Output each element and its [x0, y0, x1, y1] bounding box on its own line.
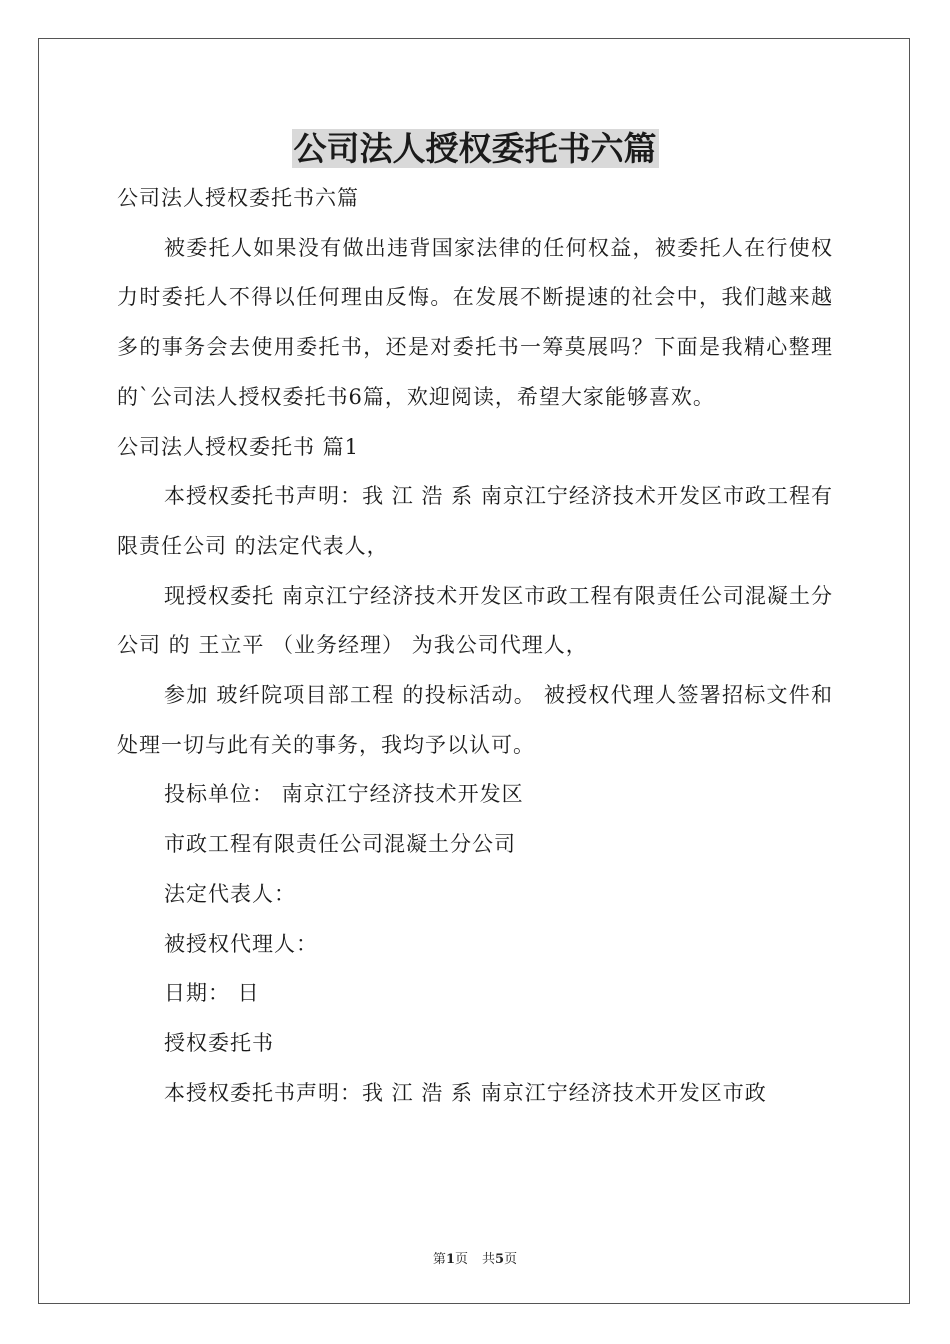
legal-representative-line: 法定代表人：	[164, 881, 296, 906]
total-prefix: 共	[482, 1252, 496, 1267]
page-prefix: 第	[432, 1252, 446, 1267]
document-title-text: 公司法人授权委托书六篇	[293, 129, 657, 168]
declaration-paragraph-2: 本授权委托书声明：我 江 浩 系 南京江宁经济技术开发区市政	[164, 1080, 767, 1105]
authorization-paragraph: 现授权委托 南京江宁经济技术开发区市政工程有限责任公司混凝土分公司 的 王立平 （业务经理） 为我公司代理人，	[117, 583, 833, 658]
intro-paragraph: 被委托人如果没有做出违背国家法律的任何权益，被委托人在行使权力时委托人不得以任何理由反悔。在发展不断提速的社会中，我们越来越多的事务会去使用委托书，还是对委托书一筹莫展吗？下面是我精心整理的`公司法人授权委托书6篇，欢迎阅读，希望大家能够喜欢。	[117, 235, 833, 409]
document-body	[117, 174, 833, 1118]
page-current: 1	[445, 1252, 455, 1267]
page-total: 5	[495, 1252, 505, 1267]
page-suffix: 页	[454, 1252, 468, 1267]
declaration-paragraph: 本授权委托书声明：我 江 浩 系 南京江宁经济技术开发区市政工程有限责任公司 的法定代表人，	[117, 484, 833, 558]
section-heading-1: 公司法人授权委托书 篇1	[117, 434, 360, 459]
total-suffix: 页	[504, 1252, 518, 1267]
page-footer	[0, 1248, 950, 1267]
date-line: 日期： 日	[164, 981, 260, 1006]
document-title	[0, 127, 950, 171]
section-heading-2: 授权委托书	[164, 1030, 274, 1055]
bidder-line: 投标单位： 南京江宁经济技术开发区	[164, 782, 524, 807]
authorized-agent-line: 被授权代理人：	[164, 931, 318, 956]
bidder-line-continued: 市政工程有限责任公司混凝土分公司	[164, 832, 516, 857]
subtitle-paragraph: 公司法人授权委托书六篇	[117, 186, 359, 210]
scope-paragraph: 参加 玻纤院项目部工程 的投标活动。 被授权代理人签署招标文件和处理一切与此有关的事务，我均予以认可。	[117, 683, 833, 757]
